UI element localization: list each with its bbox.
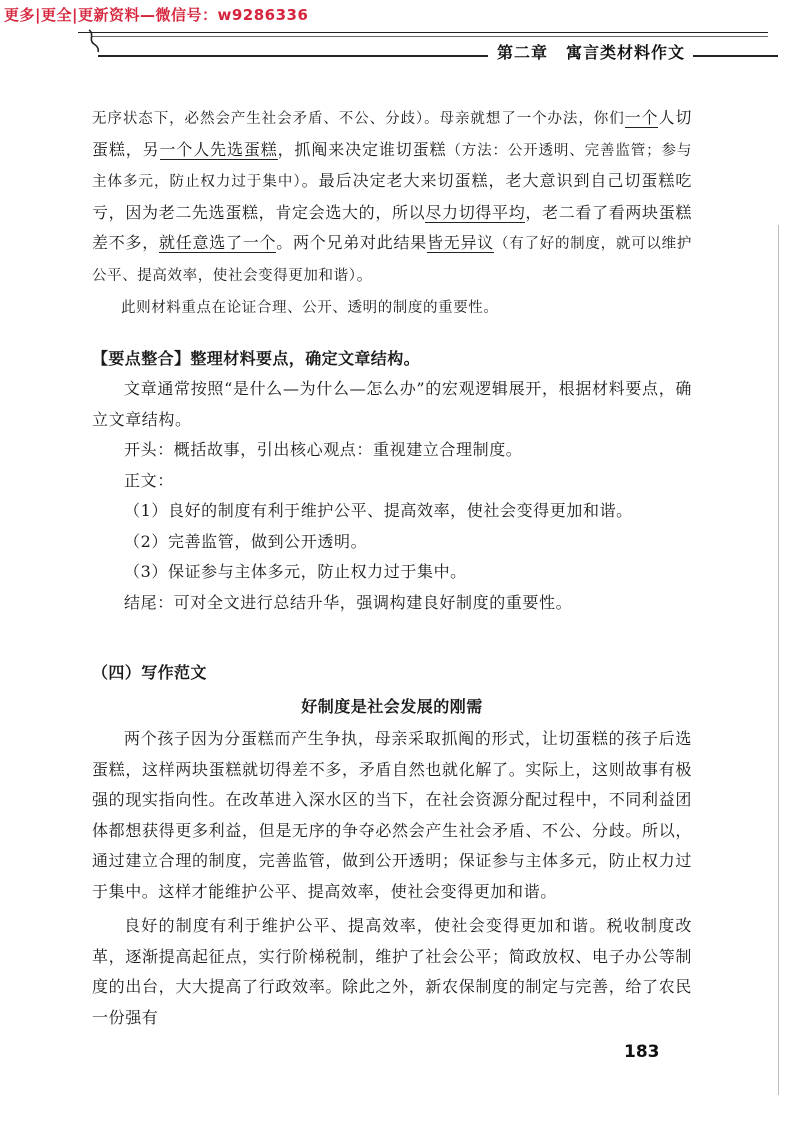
story-text: ，老二看了看两块蛋糕差不多， bbox=[92, 202, 692, 252]
structure-opening: 开头：概括故事，引出核心观点：重视建立合理制度。 bbox=[124, 440, 523, 459]
structure-item: （3）保证参与主体多元，防止权力过于集中。 bbox=[124, 562, 467, 581]
header-top-rule-inner bbox=[92, 36, 768, 37]
focus-note: 此则材料重点在论证合理、公开、透明的制度的重要性。 bbox=[121, 300, 499, 316]
key-points-intro: 文章通常按照“是什么—为什么—怎么办”的宏观逻辑展开，根据材料要点，确立文章结构。 bbox=[92, 379, 692, 429]
story-text: 。 bbox=[356, 264, 374, 284]
underlined-phrase: 一个 bbox=[624, 108, 659, 127]
header-rule-right bbox=[693, 55, 778, 57]
underlined-phrase: 一个人先选蛋糕 bbox=[159, 139, 278, 159]
essay-paragraph: 两个孩子因为分蛋糕而产生争执，母亲采取抓阄的形式，让切蛋糕的孩子后选蛋糕，这样两块蛋糕就切得差不多，矛盾自然也就化解了。实际上，这则故事有极强的现实指向性。在改革进入深水区的当下，在社会资源分配过程中，不同利益团体都想获得更多利益，但是无序的争夺必然会产生社会矛盾、不公、分歧。所以，通过建立合理的制度，完善监管，做到公开透明；保证参与主体多元，防止权力过于集中。这样才能维护公平、提高效率，使社会变得更加和谐。 bbox=[92, 729, 692, 901]
structure-body-label: 正文： bbox=[124, 470, 174, 490]
key-points-title: 整理材料要点，确定文章结构。 bbox=[190, 349, 421, 368]
underlined-phrase: 皆无异议 bbox=[426, 233, 494, 252]
story-text: 人切蛋糕，另 bbox=[92, 108, 693, 159]
header-top-rule bbox=[78, 32, 768, 33]
story-text: 无序状态下，必然会产生社会矛盾、不公、分歧）。母亲就想了一个办法，你们 bbox=[92, 111, 625, 127]
essay-paragraph: 良好的制度有利于维护公平、提高效率，使社会变得更加和谐。税收制度改革，逐渐提高起征点，实行阶梯税制，维护了社会公平；简政放权、电子办公等制度的出台，大大提高了行政效率。除此之外，新农保制度的制定与完善，给了农民一份强有 bbox=[92, 916, 692, 1027]
structure-item: （2）完善监管，做到公开透明。 bbox=[124, 531, 368, 551]
page-number: 183 bbox=[624, 1042, 660, 1062]
sample-essay-heading: （四）写作范文 bbox=[92, 663, 207, 682]
header-ornament-icon bbox=[86, 28, 102, 54]
key-points-section bbox=[92, 344, 692, 618]
header-rule-left bbox=[98, 55, 488, 57]
key-points-label: 【要点整合】 bbox=[92, 349, 191, 368]
essay-title: 好制度是社会发展的刚需 bbox=[301, 697, 483, 716]
story-analysis bbox=[92, 103, 692, 324]
structure-item: （1）良好的制度有利于维护公平、提高效率，使社会变得更加和谐。 bbox=[124, 501, 633, 520]
story-paragraph bbox=[92, 103, 692, 291]
structure-ending: 结尾：可对全文进行总结升华，强调构建良好制度的重要性。 bbox=[124, 592, 573, 612]
key-points-heading bbox=[92, 344, 692, 374]
watermark-text: 更多|更全|更新资料—微信号：w9286336 bbox=[4, 6, 309, 24]
sample-essay-section bbox=[92, 658, 692, 1033]
story-text: ，抓阄来决定谁切蛋糕 bbox=[277, 139, 447, 159]
page-edge-rule bbox=[778, 225, 779, 1095]
story-text: 。两个兄弟对此结果 bbox=[276, 233, 427, 252]
running-header bbox=[497, 40, 685, 63]
underlined-phrase: 尽力切得平均 bbox=[425, 202, 526, 222]
header-chapter: 第二章 bbox=[497, 43, 549, 62]
header-section-title: 寓言类材料作文 bbox=[566, 43, 686, 62]
annotation-note: （方法：公开透明、完善监管；参与主体多元，防止权力过于集中） bbox=[92, 142, 692, 190]
underlined-phrase: 就任意选了一个 bbox=[159, 233, 277, 252]
story-text: 。最后决定老大来切蛋糕，老大意识到自己切蛋糕吃亏，因为老二先选蛋糕，肯定会选大的，所以 bbox=[92, 171, 692, 222]
annotation-note: （有了好的制度，就可以维护公平、提高效率，使社会变得更加和谐） bbox=[92, 236, 693, 284]
